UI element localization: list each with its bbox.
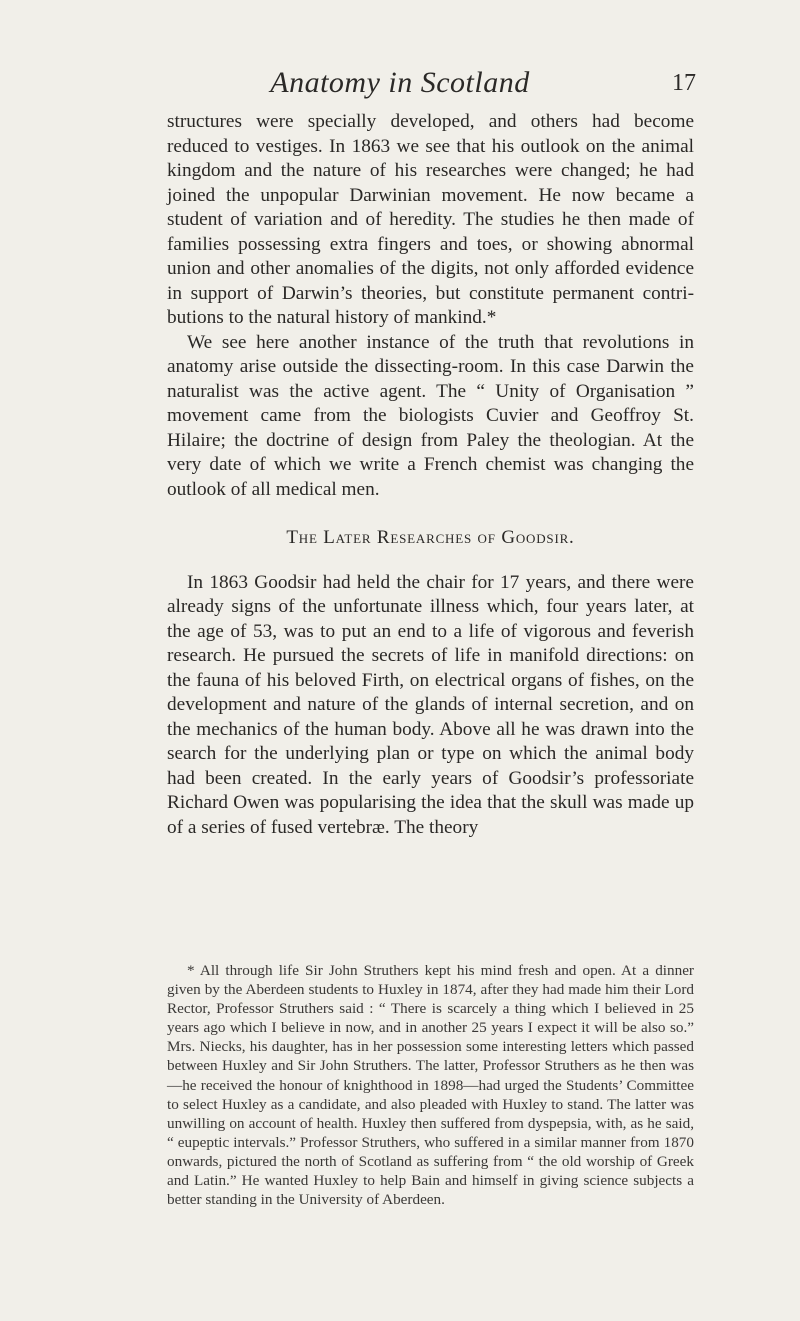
running-head (0, 66, 800, 106)
page-number: 17 (672, 70, 696, 96)
section-heading: The Later Researches of Goodsir. (286, 527, 575, 548)
footnote: * All through life Sir John Struthers kept his mind fresh and open. At a dinner given by the Aberdeen students to Huxley in 1874, after they had made him their Lord Rector, Professor Struthers said : “ There is scarcely a thing which I believed in 25 years ago which I believe in now, and in another 25 years I expect it will be also so.” Mrs. Niecks, his daughter, has in her possession some interesting letters which passed between Huxley and Sir John Struthers. The latter, Professor Struthers as he then was—he received the honour of knighthood in 1898—had urged the Students’ Committee to select Huxley as a candidate, and also pleaded with Huxley to stand. The latter was unwilling on account of health. Huxley then suffered from dyspepsia, with, as he said, “ eupeptic intervals.” Professor Struthers, who suffered in a similar manner from 1870 onwards, pictured the north of Scotland as suffering from “ the old worship of Greek and Latin.” He wanted Huxley to help Bain and himself in giving science subjects a better standing in the University of Aberdeen. (167, 962, 694, 1209)
paragraph-2: We see here another instance of the truth that revolutions in anatomy arise outside the dissecting-room. In this case Darwin the naturalist was the active agent. The “ Unity of Organisation ” movement came from the biologists Cuvier and Geoffroy St. Hilaire; the doctrine of design from Paley the theologian. At the very date of which we write a French chemist was changing the outlook of all medical men. (167, 331, 694, 500)
running-title: Anatomy in Scotland (270, 66, 530, 99)
paragraph-1: structures were specially developed, and others had become reduced to vestiges. In 1863 we see that his outlook on the animal kingdom and the nature of his researches were changed; he had joined the unpopular Darwinian movement. He now became a student of variation and of heredity. The studies he then made of families possessing extra fingers and toes, or showing abnormal union and other anomalies of the digits, not only afforded evidence in support of Darwin’s theories, but constitute permanent contri-butions to the natural history of mankind.* (167, 111, 694, 328)
paragraph-3: In 1863 Goodsir had held the chair for 17 years, and there were already signs of the unfortunate illness which, four years later, at the age of 53, was to put an end to a life of vigorous and feverish research. He pursued the secrets of life in manifold directions: on the fauna of his beloved Firth, on electrical organs of fishes, on the development and nature of the glands of internal secretion, and on the mechanics of the human body. Above all he was drawn into the search for the underlying plan or type on which the animal body had been created. In the early years of Goodsir’s professoriate Richard Owen was popularising the idea that the skull was made up of a series of fused vertebræ. The theory (167, 571, 694, 838)
body-text (167, 110, 694, 840)
